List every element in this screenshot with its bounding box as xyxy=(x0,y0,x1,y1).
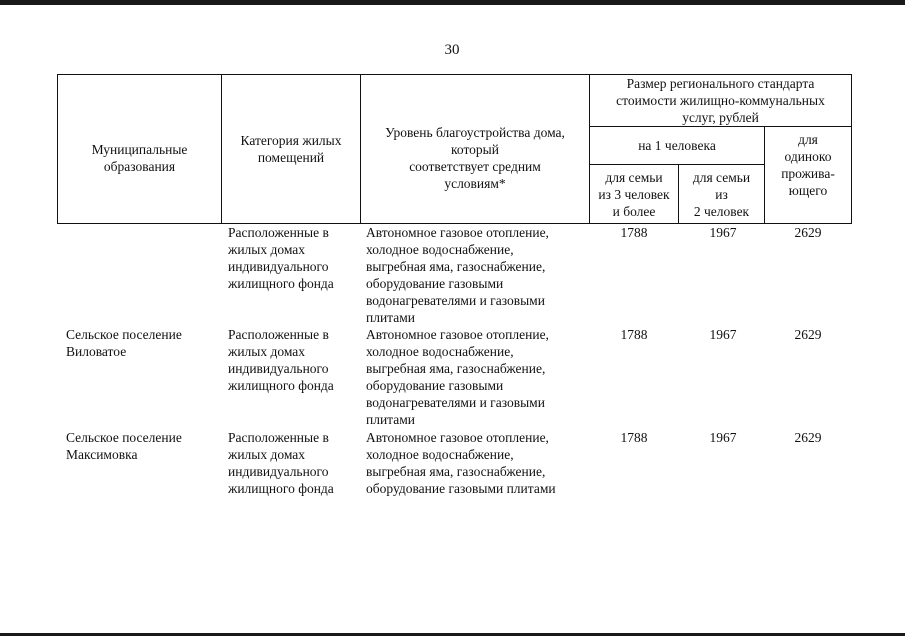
row1-family3: 1788 xyxy=(620,225,648,240)
row3-level-line: выгребная яма, газоснабжение, xyxy=(366,464,546,479)
header-family3-line: и более xyxy=(612,203,656,219)
header-regional-line: услуг, рублей xyxy=(682,110,759,125)
header-regional-standard xyxy=(590,75,852,127)
header-municipal-line: образования xyxy=(103,159,176,174)
row2-level-line: холодное водоснабжение, xyxy=(366,344,514,359)
header-category-line: Категория жилых xyxy=(240,133,342,148)
scan-border-bottom xyxy=(0,633,905,636)
row2-level-line: плитами xyxy=(366,412,416,427)
header-category-line: помещений xyxy=(257,150,325,165)
header-family2-line: для семьи xyxy=(692,169,751,185)
header-single-line: прожива- xyxy=(781,166,835,181)
header-level-line: соответствует средним xyxy=(409,159,541,174)
row3-category xyxy=(228,429,334,497)
row1-level xyxy=(366,224,549,326)
row1-category-line: жилых домах xyxy=(228,242,306,257)
row2-single: 2629 xyxy=(794,327,822,342)
row2-category xyxy=(228,326,334,394)
header-single-line: одиноко xyxy=(784,149,832,164)
row2-level-line: оборудование газовыми xyxy=(366,378,504,393)
row3-level xyxy=(366,429,556,497)
header-single-line: для xyxy=(798,132,818,147)
row1-category-line: Расположенные в xyxy=(228,225,329,240)
header-single-line: ющего xyxy=(788,183,828,198)
header-category xyxy=(222,75,361,224)
table-header xyxy=(57,74,852,224)
row1-single: 2629 xyxy=(794,225,822,240)
row1-category xyxy=(228,224,334,292)
row1-level-line: Автономное газовое отопление, xyxy=(366,225,549,240)
header-municipal-line: Муниципальные xyxy=(91,142,188,157)
header-single xyxy=(765,127,852,224)
header-family2-line: из xyxy=(715,186,728,202)
row3-municipality xyxy=(66,429,182,463)
header-level-line: Уровень благоустройства дома, xyxy=(385,125,565,140)
row3-level-line: оборудование газовыми плитами xyxy=(366,481,556,496)
row3-municipality-line: Сельское поселение xyxy=(66,430,182,445)
header-municipal xyxy=(58,75,222,224)
row3-category-line: жилых домах xyxy=(228,447,306,462)
row1-level-line: холодное водоснабжение, xyxy=(366,242,514,257)
header-level xyxy=(361,75,590,224)
row2-municipality-line: Сельское поселение xyxy=(66,327,182,342)
header-level-line: который xyxy=(451,142,499,157)
row1-level-line: плитами xyxy=(366,310,416,325)
header-family2-line: 2 человек xyxy=(693,203,750,219)
row2-family2: 1967 xyxy=(709,327,737,342)
row2-category-line: индивидуального xyxy=(228,361,329,376)
row1-category-line: индивидуального xyxy=(228,259,329,274)
row3-category-line: Расположенные в xyxy=(228,430,329,445)
header-regional-line: Размер регионального стандарта xyxy=(626,76,815,91)
row2-category-line: жилых домах xyxy=(228,344,306,359)
header-family2 xyxy=(679,165,765,224)
row3-municipality-line: Максимовка xyxy=(66,447,138,462)
header-per-person: на 1 человека xyxy=(590,127,765,165)
row3-single: 2629 xyxy=(794,430,822,445)
header-family3-line: для семьи xyxy=(605,169,663,185)
row2-family3: 1788 xyxy=(620,327,648,342)
row2-category-line: Расположенные в xyxy=(228,327,329,342)
row3-level-line: Автономное газовое отопление, xyxy=(366,430,549,445)
row1-family2: 1967 xyxy=(709,225,737,240)
row2-level-line: Автономное газовое отопление, xyxy=(366,327,549,342)
row3-level-line: холодное водоснабжение, xyxy=(366,447,514,462)
row3-family2: 1967 xyxy=(709,430,737,445)
row2-category-line: жилищного фонда xyxy=(228,378,334,393)
header-family3-line: из 3 человек xyxy=(598,186,670,202)
row3-category-line: индивидуального xyxy=(228,464,329,479)
header-level-line: условиям* xyxy=(444,176,506,191)
row1-level-line: оборудование газовыми xyxy=(366,276,504,291)
row2-level xyxy=(366,326,549,428)
header-family3 xyxy=(590,165,679,224)
row1-level-line: выгребная яма, газоснабжение, xyxy=(366,259,546,274)
scan-border-top xyxy=(0,0,905,5)
header-regional-line: стоимости жилищно-коммунальных xyxy=(616,93,825,108)
row1-level-line: водонагревателями и газовыми xyxy=(366,293,545,308)
row3-family3: 1788 xyxy=(620,430,648,445)
row1-category-line: жилищного фонда xyxy=(228,276,334,291)
row3-category-line: жилищного фонда xyxy=(228,481,334,496)
page-number: 30 xyxy=(444,42,460,58)
row2-municipality xyxy=(66,326,182,360)
row2-level-line: водонагревателями и газовыми xyxy=(366,395,545,410)
row2-municipality-line: Виловатое xyxy=(66,344,127,359)
row2-level-line: выгребная яма, газоснабжение, xyxy=(366,361,546,376)
